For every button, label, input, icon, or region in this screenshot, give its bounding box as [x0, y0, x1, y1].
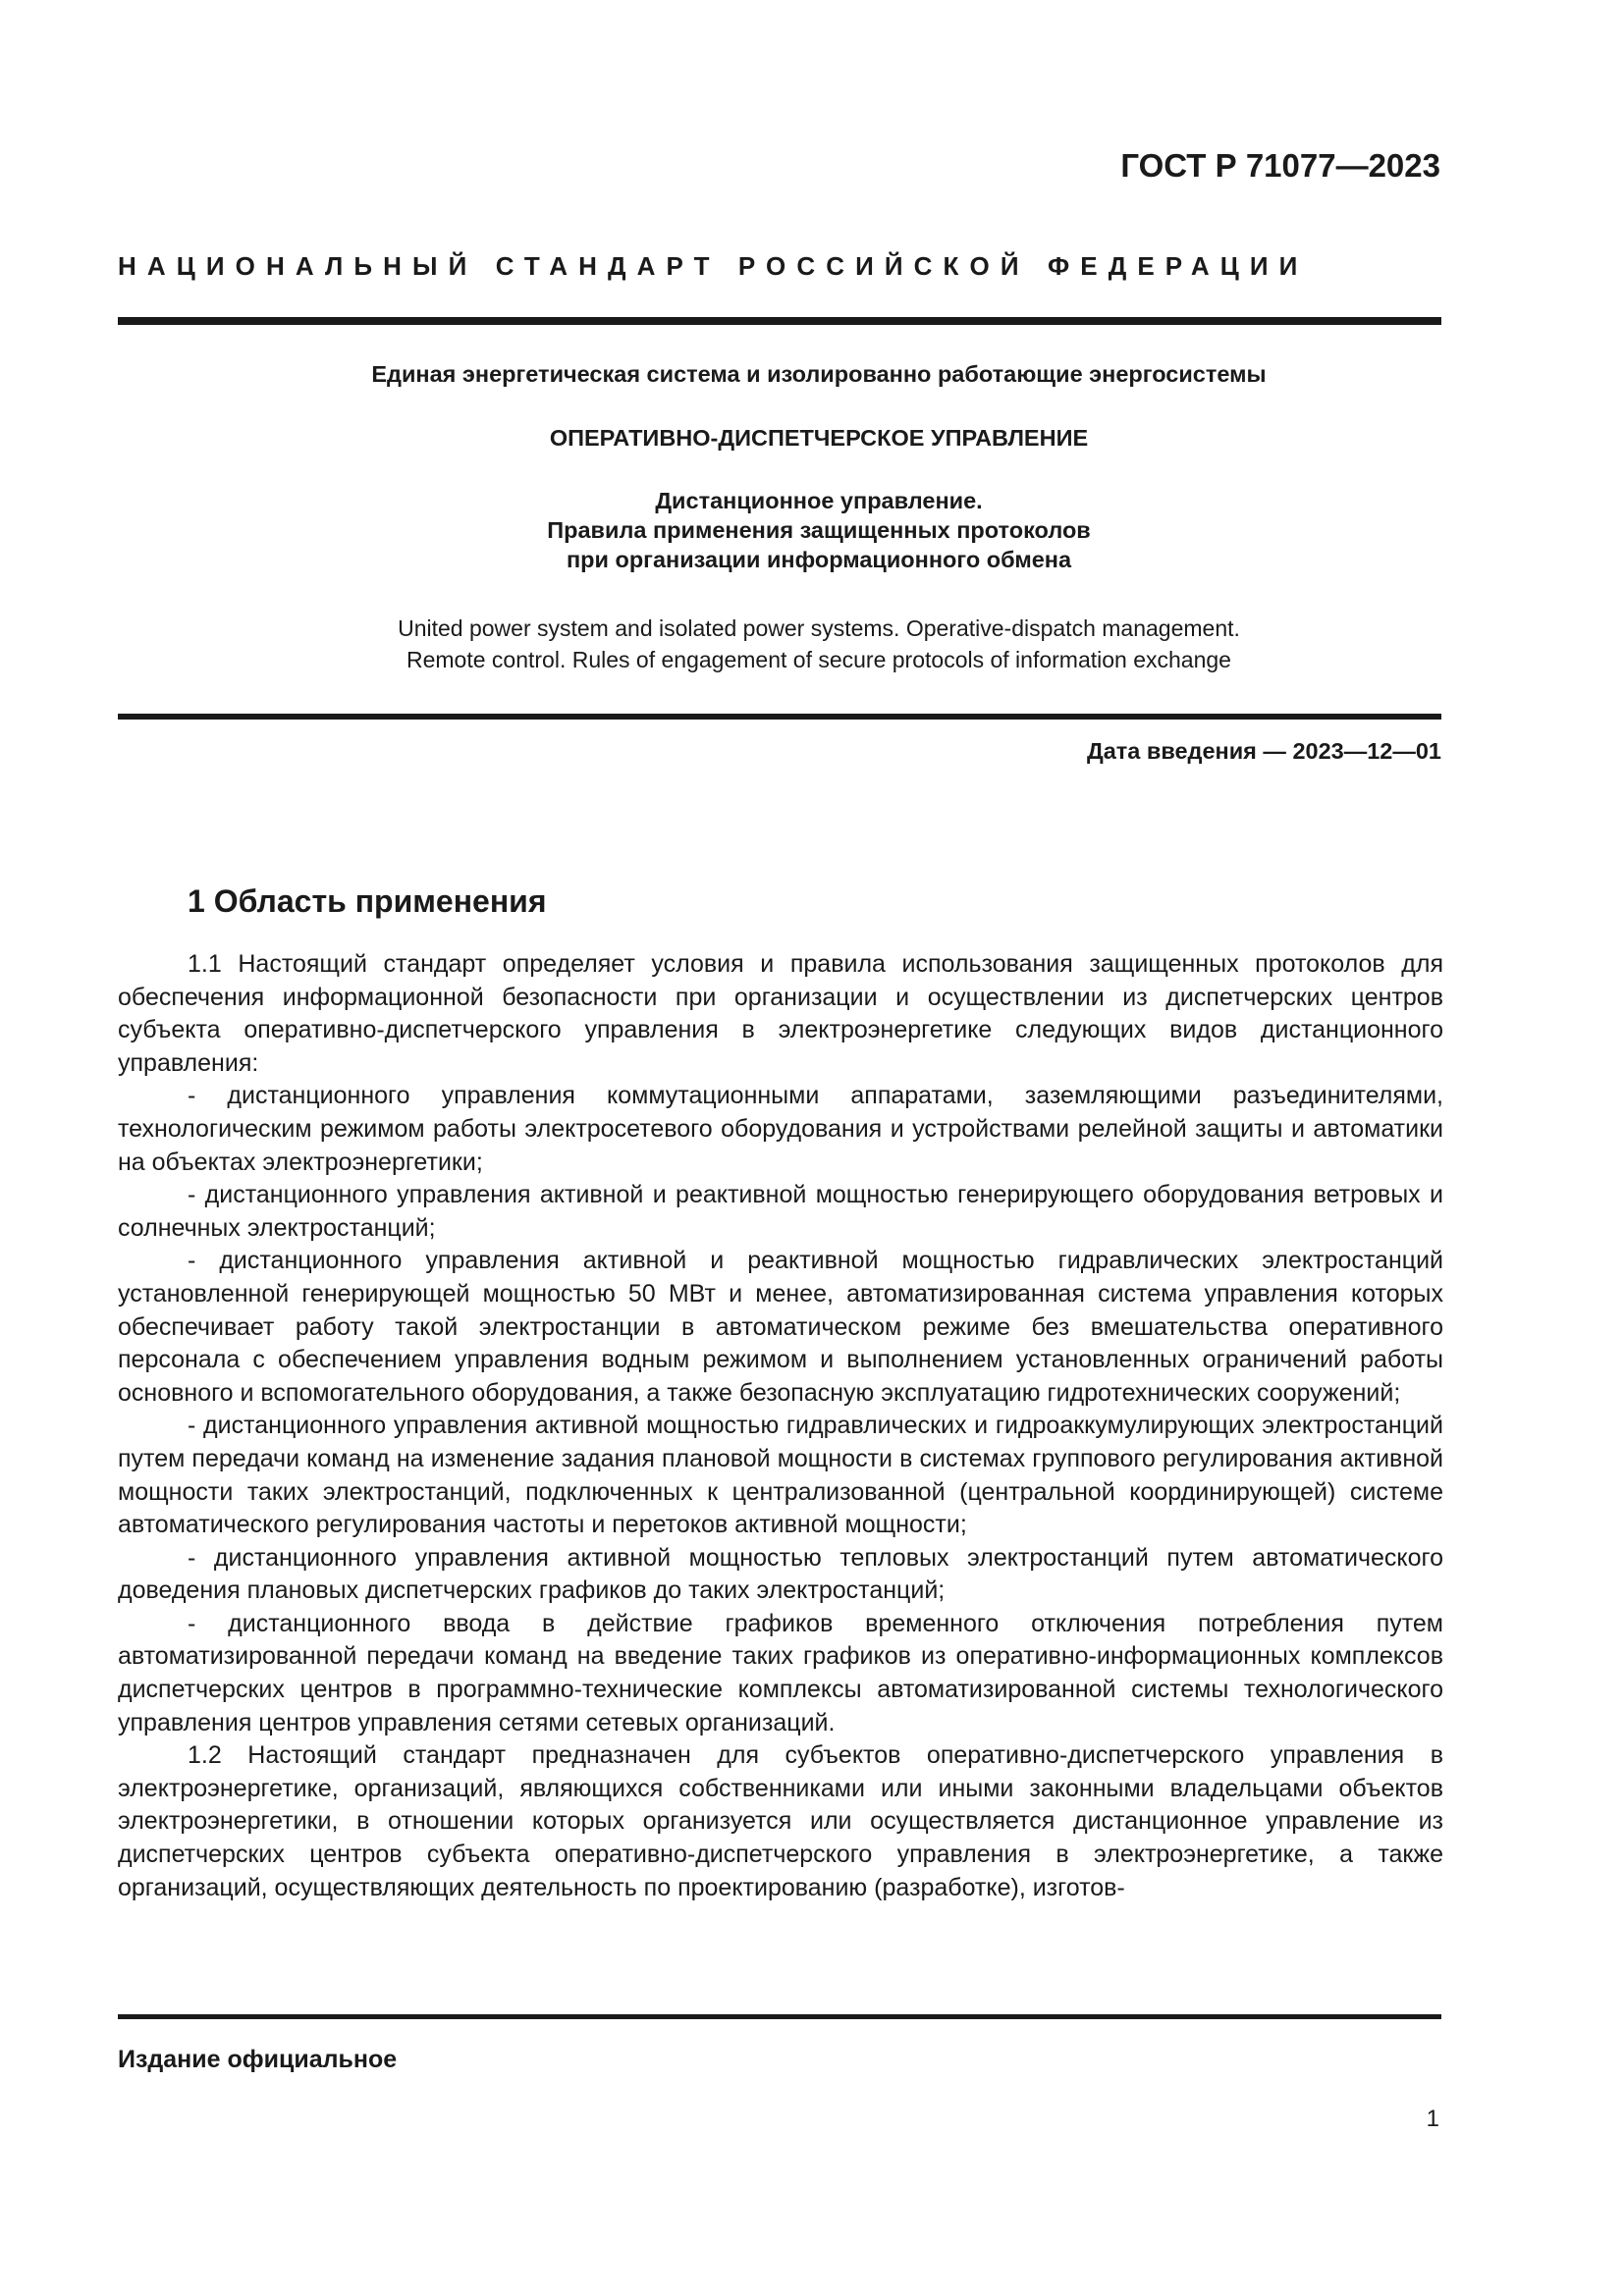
- title-system: [118, 359, 1520, 389]
- list-item: - дистанционного управления активной мощностью тепловых электростанций путем автоматического доведения плановых диспетчерских графиков до таких электростанций;: [118, 1543, 1443, 1605]
- edition-label: Издание официальное: [118, 2046, 398, 2073]
- title-line-3a: Дистанционное управление.: [655, 488, 983, 513]
- title-line-3c: при организации информационного обмена: [566, 547, 1072, 572]
- document-number: ГОСТ Р 71077—2023: [1120, 147, 1440, 184]
- top-divider: [118, 317, 1441, 325]
- list-item: - дистанционного управления активной и реактивной мощностью генерирующего оборудования ветровых и солнечных электростанций;: [118, 1181, 1443, 1242]
- page-number: 1: [1426, 2106, 1439, 2132]
- middle-divider: [118, 714, 1441, 720]
- list-item: - дистанционного управления активной и реактивной мощностью гидравлических электростанций установленной генерирующей мощностью 50 МВт и менее, автоматизированная система управления которых обеспечивает работу такой электростанции в автоматическом режиме без вмешательства оперативного персонала с обеспечением управления водным режимом и выполнением установленных ограничений работы основного и вспомогательного оборудования, а также безопасную эксплуатацию гидротехнических сооружений;: [118, 1247, 1443, 1407]
- title-management: [118, 423, 1520, 453]
- list-item: - дистанционного управления активной мощностью гидравлических и гидроаккумулирующих электростанций путем передачи команд на изменение задания плановой мощности в системах группового регулирования активной мощности таких электростанций, подключенных к централизованной (центральной координирующей) системе автоматического регулирования частоты и перетоков активной мощности;: [118, 1412, 1443, 1539]
- title-subject: [118, 486, 1520, 574]
- paragraph-1-2: 1.2 Настоящий стандарт предназначен для субъектов оперативно-диспетчерского управления в электроэнергетике, организаций, являющихся собственниками или иными законными владельцами объектов электроэнергетики, в отношении которых организуется или осуществляется дистанционное управление из диспетчерских центров субъекта оперативно-диспетчерского управления в электроэнергетике, а также организаций, осуществляющих деятельность по проектированию (разработке), изготов-: [118, 1741, 1443, 1901]
- title-english: [118, 613, 1520, 675]
- title-line-2: ОПЕРАТИВНО-ДИСПЕТЧЕРСКОЕ УПРАВЛЕНИЕ: [549, 425, 1089, 451]
- bottom-divider: [118, 2014, 1441, 2019]
- section-title: 1 Область применения: [188, 883, 547, 919]
- list-item: - дистанционного ввода в действие графиков временного отключения потребления путем автоматизированной передачи команд на введение таких графиков из оперативно-информационных комплексов диспетчерских центров в программно-технические комплексы автоматизированной системы технологического управления центров управления сетями сетевых организаций.: [118, 1609, 1443, 1736]
- paragraph-1-1: 1.1 Настоящий стандарт определяет условия и правила использования защищенных протоколов для обеспечения информационной безопасности при организации и осуществлении из диспетчерских центров субъекта оперативно-диспетчерского управления в электроэнергетике следующих видов дистанционного управления:: [118, 950, 1443, 1077]
- title-english-line-1: United power system and isolated power systems. Operative-dispatch management.: [398, 615, 1240, 641]
- section-body: [118, 948, 1443, 1904]
- title-english-line-2: Remote control. Rules of engagement of secure protocols of information exchange: [406, 647, 1231, 672]
- introduction-date: Дата введения — 2023—12—01: [1086, 738, 1441, 764]
- national-standard-heading: НАЦИОНАЛЬНЫЙ СТАНДАРТ РОССИЙСКОЙ ФЕДЕРАЦИИ: [118, 251, 1309, 281]
- title-line-1: Единая энергетическая система и изолированно работающие энергосистемы: [371, 361, 1267, 387]
- title-line-3b: Правила применения защищенных протоколов: [547, 517, 1091, 543]
- list-item: - дистанционного управления коммутационными аппаратами, заземляющими разъединителями, технологическим режимом работы электросетевого оборудования и устройствами релейной защиты и автоматики на объектах электроэнергетики;: [118, 1082, 1443, 1176]
